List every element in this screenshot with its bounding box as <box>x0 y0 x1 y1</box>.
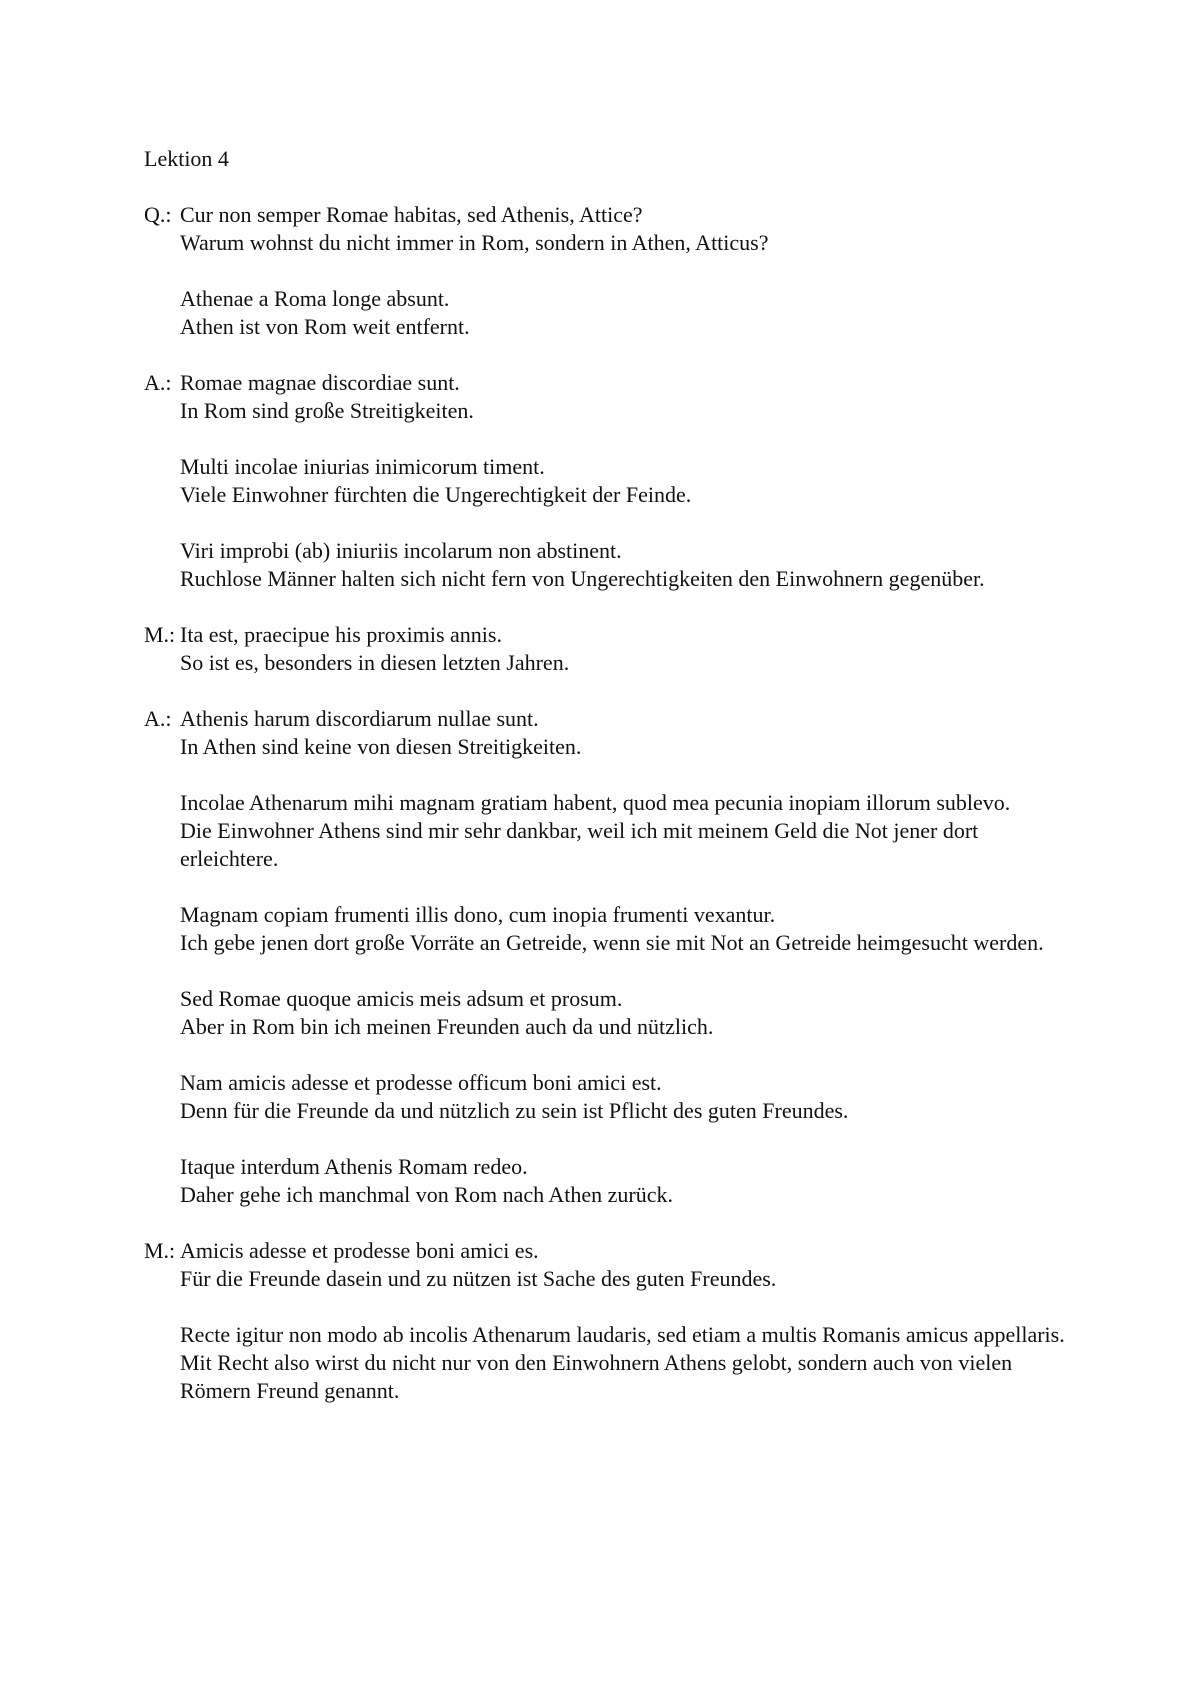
german-translation: So ist es, besonders in diesen letzten Jahren. <box>180 650 570 675</box>
german-translation: Denn für die Freunde da und nützlich zu sein ist Pflicht des guten Freundes. <box>180 1098 849 1123</box>
sentence-pair <box>180 285 1079 341</box>
sentence-pair <box>180 621 1079 677</box>
latin-sentence: Multi incolae iniurias inimicorum timent. <box>180 454 545 479</box>
sentence-pair <box>180 201 1079 257</box>
german-translation: Ruchlose Männer halten sich nicht fern von Ungerechtigkeiten den Einwohnern gegenüber. <box>180 566 985 591</box>
german-translation: Athen ist von Rom weit entfernt. <box>180 314 470 339</box>
german-translation: Warum wohnst du nicht immer in Rom, sondern in Athen, Atticus? <box>180 230 769 255</box>
latin-sentence: Nam amicis adesse et prodesse officum boni amici est. <box>180 1070 662 1095</box>
dialogue-turn <box>144 201 1079 341</box>
sentence-pair <box>180 453 1079 509</box>
dialogue-turn <box>144 369 1079 593</box>
german-translation: In Athen sind keine von diesen Streitigkeiten. <box>180 734 582 759</box>
sentence-pair <box>180 1069 1079 1125</box>
german-translation: Viele Einwohner fürchten die Ungerechtigkeit der Feinde. <box>180 482 692 507</box>
document-page <box>144 145 1079 1433</box>
dialogue-turn <box>144 705 1079 1209</box>
latin-sentence: Athenis harum discordiarum nullae sunt. <box>180 706 539 731</box>
german-translation: Daher gehe ich manchmal von Rom nach Athen zurück. <box>180 1182 674 1207</box>
sentence-pair <box>180 789 1079 873</box>
latin-sentence: Amicis adesse et prodesse boni amici es. <box>180 1238 539 1263</box>
speaker-label: A.: <box>144 370 172 395</box>
latin-sentence: Magnam copiam frumenti illis dono, cum inopia frumenti vexantur. <box>180 902 776 927</box>
speaker-label: A.: <box>144 706 172 731</box>
sentence-pair <box>180 705 1079 761</box>
sentence-pair <box>180 901 1079 957</box>
german-translation: Für die Freunde dasein und zu nützen ist Sache des guten Freundes. <box>180 1266 777 1291</box>
german-translation: Aber in Rom bin ich meinen Freunden auch da und nützlich. <box>180 1014 714 1039</box>
speaker-label: Q.: <box>144 202 172 227</box>
latin-sentence: Athenae a Roma longe absunt. <box>180 286 450 311</box>
german-translation: Die Einwohner Athens sind mir sehr dankbar, weil ich mit meinem Geld die Not jener dort erleichtere. <box>180 818 979 871</box>
latin-sentence: Recte igitur non modo ab incolis Athenarum laudaris, sed etiam a multis Romanis amicus appellaris. <box>180 1322 1065 1347</box>
dialogue-turn <box>144 621 1079 677</box>
dialogue-turn <box>144 1237 1079 1405</box>
german-translation: Mit Recht also wirst du nicht nur von den Einwohnern Athens gelobt, sondern auch von vielen Römern Freund genannt. <box>180 1350 1013 1403</box>
sentence-pair <box>180 985 1079 1041</box>
sentence-pair <box>180 369 1079 425</box>
sentence-pair <box>180 1321 1079 1405</box>
latin-sentence: Itaque interdum Athenis Romam redeo. <box>180 1154 528 1179</box>
latin-sentence: Incolae Athenarum mihi magnam gratiam habent, quod mea pecunia inopiam illorum sublevo. <box>180 790 1011 815</box>
german-translation: Ich gebe jenen dort große Vorräte an Getreide, wenn sie mit Not an Getreide heimgesucht werden. <box>180 930 1044 955</box>
latin-sentence: Romae magnae discordiae sunt. <box>180 370 460 395</box>
sentence-pair <box>180 1237 1079 1293</box>
latin-sentence: Cur non semper Romae habitas, sed Athenis, Attice? <box>180 202 643 227</box>
speaker-label: M.: <box>144 622 176 647</box>
sentence-pair <box>180 537 1079 593</box>
latin-sentence: Ita est, praecipue his proximis annis. <box>180 622 502 647</box>
speaker-label: M.: <box>144 1238 176 1263</box>
sentence-pair <box>180 1153 1079 1209</box>
page-title: Lektion 4 <box>144 146 229 171</box>
latin-sentence: Sed Romae quoque amicis meis adsum et prosum. <box>180 986 623 1011</box>
latin-sentence: Viri improbi (ab) iniuriis incolarum non abstinent. <box>180 538 622 563</box>
german-translation: In Rom sind große Streitigkeiten. <box>180 398 474 423</box>
